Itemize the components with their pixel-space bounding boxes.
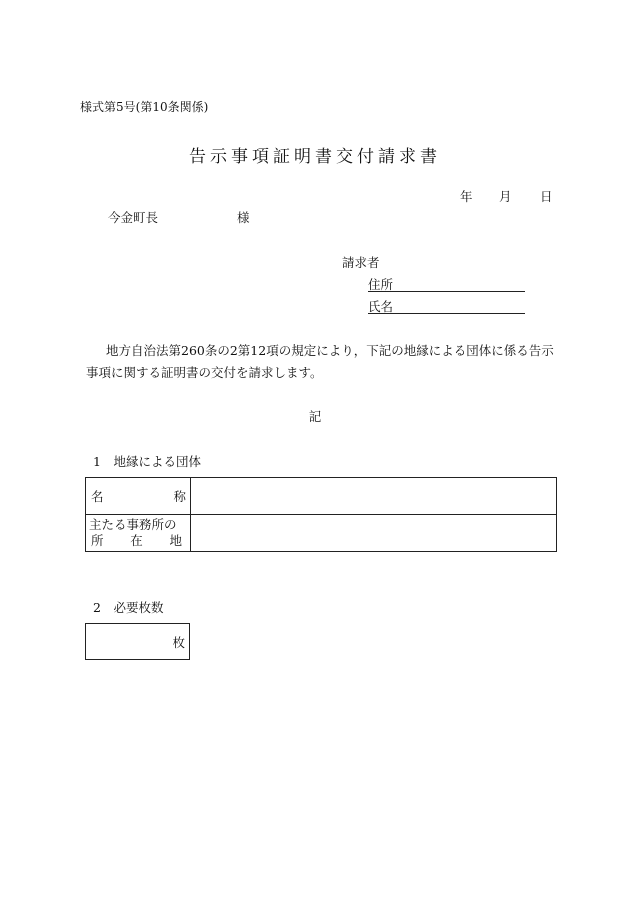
addressee: 今金町長 bbox=[108, 210, 159, 225]
copies-field[interactable] bbox=[86, 624, 190, 660]
office-location-value[interactable] bbox=[191, 515, 557, 552]
date-day: 日 bbox=[540, 189, 553, 204]
request-statement: 地方自治法第260条の2第12項の規定により，下記の地縁による団体に係る告示事項に関する証明書の交付を請求します。 bbox=[86, 343, 554, 380]
table-row bbox=[86, 478, 557, 515]
name-field[interactable] bbox=[368, 296, 525, 314]
ki-marker: 記 bbox=[308, 409, 322, 424]
address-label: 住所 bbox=[368, 277, 394, 292]
requester-label: 請求者 bbox=[342, 255, 380, 270]
name-label: 氏名 bbox=[368, 299, 394, 314]
name-label-cell bbox=[86, 478, 191, 515]
form-number: 様式第5号(第10条関係) bbox=[80, 100, 209, 114]
office-label-line1: 主たる事務所の bbox=[89, 517, 177, 532]
label-char: 地 bbox=[169, 533, 182, 548]
label-char: 在 bbox=[130, 533, 143, 548]
section2-heading: 2 必要枚数 bbox=[93, 600, 164, 615]
copies-unit: 枚 bbox=[172, 634, 185, 650]
address-field[interactable] bbox=[368, 274, 525, 292]
label-char: 称 bbox=[173, 489, 186, 504]
label-char: 所 bbox=[91, 533, 104, 548]
copies-table bbox=[85, 623, 190, 660]
table-row bbox=[86, 515, 557, 552]
office-location-label-cell bbox=[86, 515, 191, 552]
date-month: 月 bbox=[499, 189, 512, 204]
table-row bbox=[86, 624, 190, 660]
organization-table bbox=[85, 477, 557, 552]
date-year: 年 bbox=[460, 189, 473, 204]
honorific: 様 bbox=[237, 210, 250, 225]
document-title: 告示事項証明書交付請求書 bbox=[189, 147, 441, 167]
organization-name-value[interactable] bbox=[191, 478, 557, 515]
section1-heading: 1 地縁による団体 bbox=[93, 454, 201, 469]
label-char: 名 bbox=[91, 489, 104, 504]
